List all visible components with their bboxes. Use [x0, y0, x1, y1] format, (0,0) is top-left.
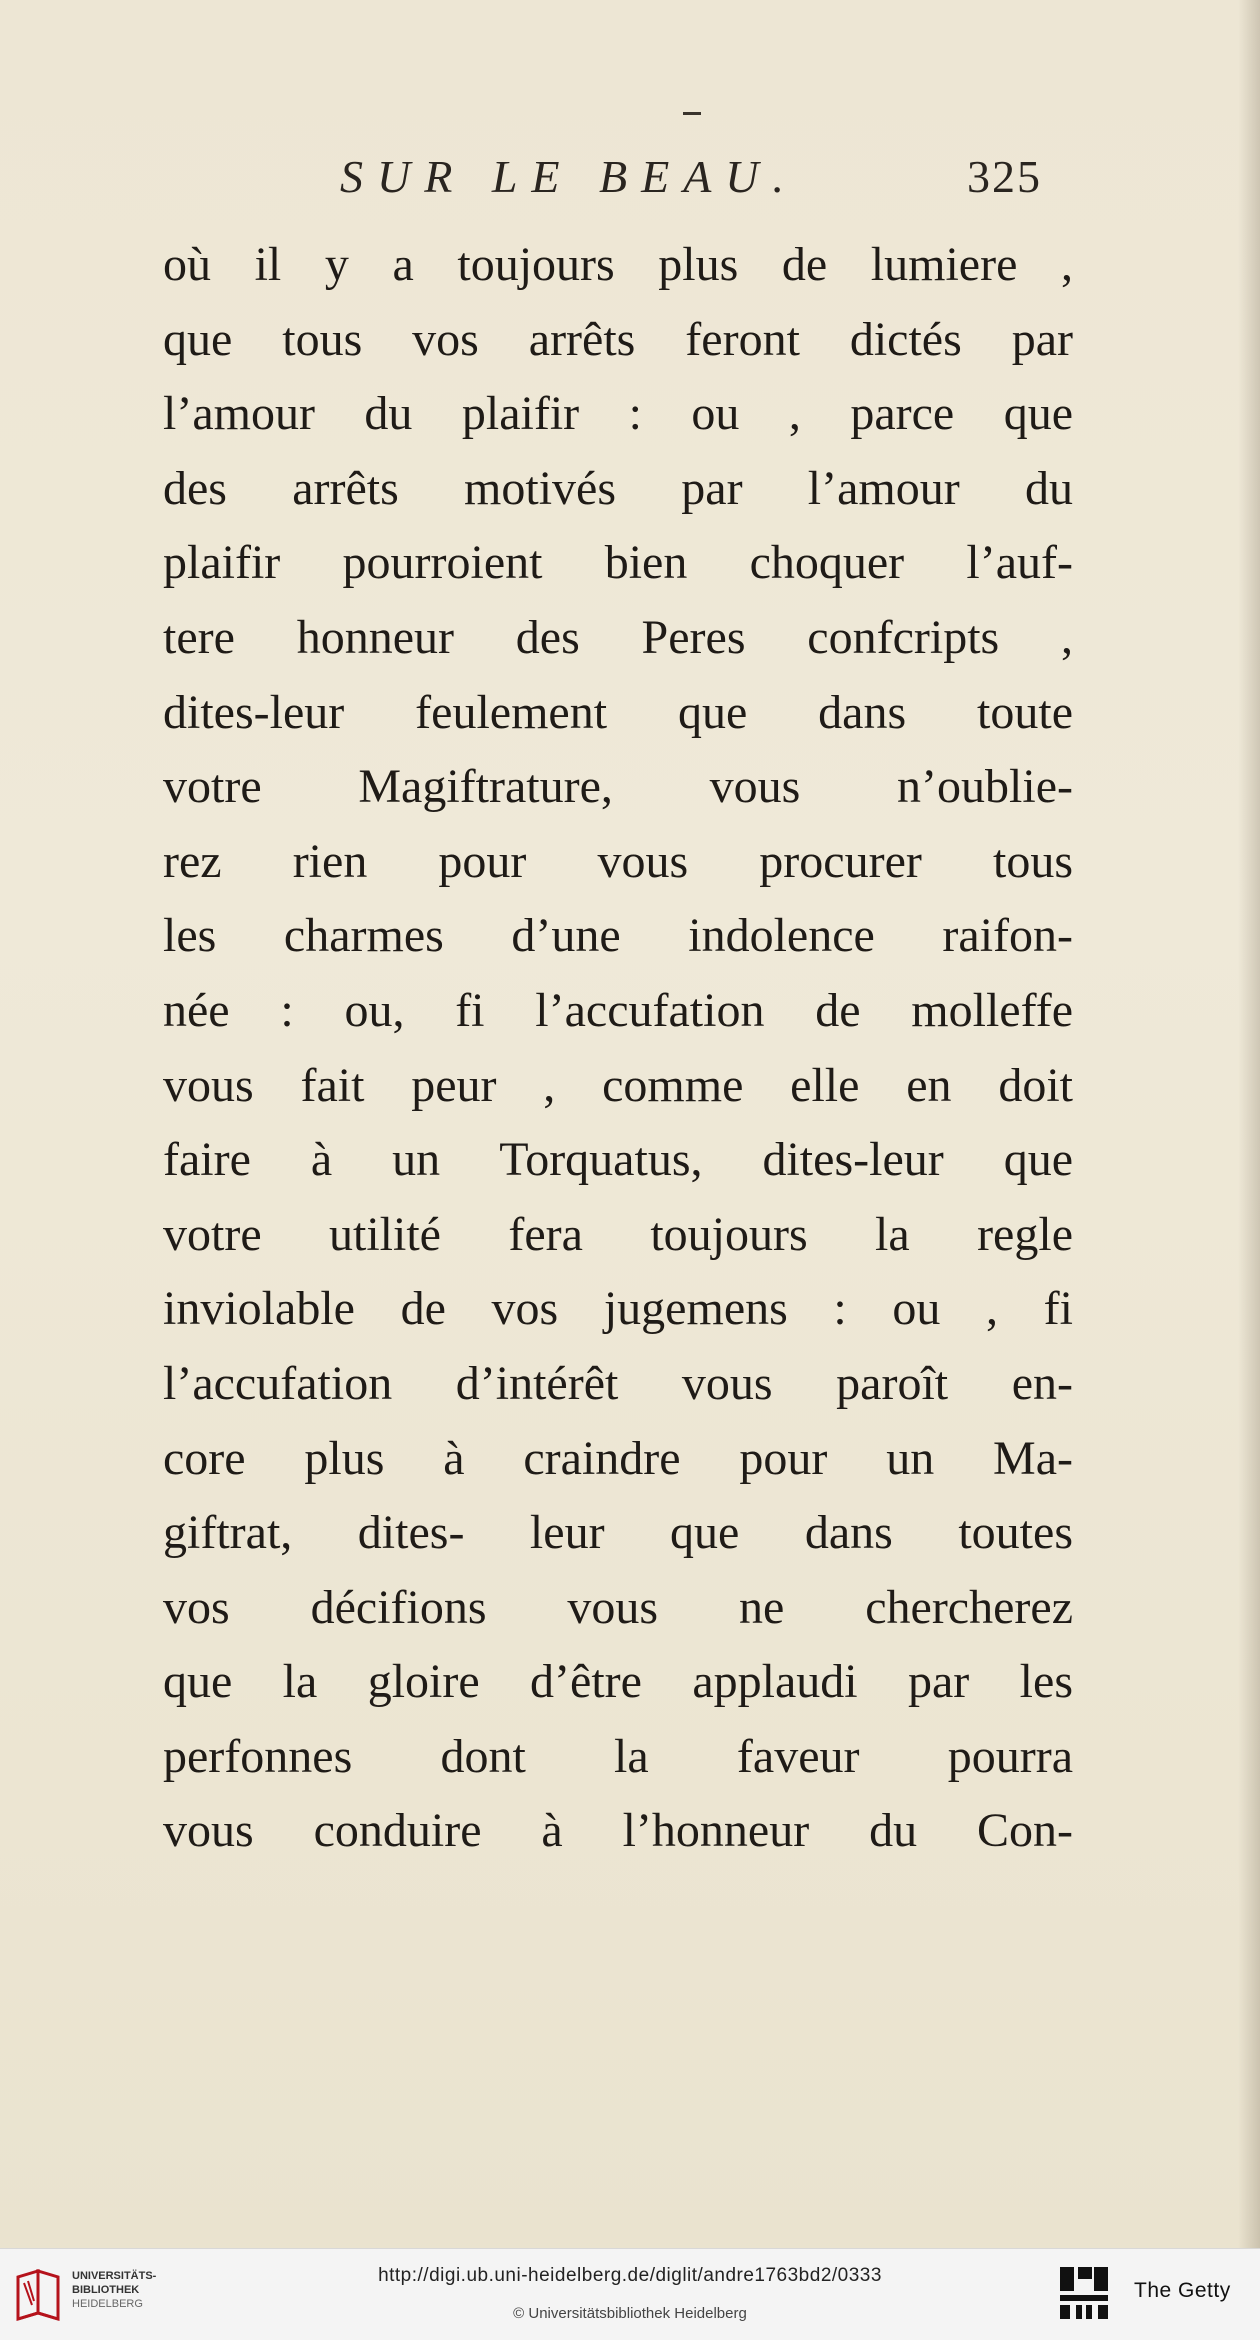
getty-logo[interactable] [1058, 2265, 1254, 2329]
getty-label: The Getty [1134, 2279, 1231, 2302]
library-logo-line2: BIBLIOTHEK [72, 2284, 140, 2296]
text-line: vos décifions vous ne chercherez [163, 1580, 1073, 1634]
text-line: inviolable de vos jugemens : ou , fi [163, 1282, 1073, 1336]
text-line: tere honneur des Peres confcripts , [163, 610, 1073, 664]
text-line: l’amour du plaifir : ou , parce que [163, 387, 1073, 441]
permalink-url[interactable]: http://digi.ub.uni-heidelberg.de/diglit/andre1763bd2/0333 [378, 2265, 882, 2286]
copyright-notice: © Universitätsbibliothek Heidelberg [513, 2305, 747, 2322]
text-line: vous fait peur , comme elle en doit [163, 1058, 1073, 1112]
library-logo-text [72, 2269, 156, 2311]
text-line: plaifir pourroient bien choquer l’auf- [163, 536, 1073, 590]
text-line: les charmes d’une indolence raifon- [163, 909, 1073, 963]
viewer-footer [0, 2248, 1260, 2340]
text-line: votre utilité fera toujours la regle [163, 1207, 1073, 1261]
text-line: giftrat, dites- leur que dans toutes [163, 1506, 1073, 1560]
text-line: rez rien pour vous procurer tous [163, 834, 1073, 888]
text-line: perfonnes dont la faveur pourra [163, 1729, 1073, 1783]
running-title: SUR LE BEAU. [340, 151, 799, 202]
text-line: née : ou, fi l’accufation de molleffe [163, 983, 1073, 1037]
library-logo-line3: HEIDELBERG [72, 2298, 143, 2310]
text-line: core plus à craindre pour un Ma- [163, 1431, 1073, 1485]
getty-logo-icon [1058, 2265, 1110, 2323]
library-logo-icon [14, 2267, 64, 2325]
running-head [340, 150, 1060, 220]
page-edge-shadow [1238, 0, 1260, 2248]
text-line: votre Magiftrature, vous n’oublie- [163, 760, 1073, 814]
body-text [163, 228, 1073, 1869]
text-line: faire à un Torquatus, dites-leur que [163, 1133, 1073, 1187]
page-number: 325 [967, 151, 1042, 202]
text-line: où il y a toujours plus de lumiere , [163, 238, 1073, 291]
top-dash-mark [683, 112, 701, 115]
text-line: des arrêts motivés par l’amour du [163, 461, 1073, 515]
university-library-logo[interactable] [14, 2263, 174, 2327]
text-line: vous conduire à l’honneur du Con- [163, 1804, 1073, 1858]
text-line: que la gloire d’être applaudi par les [163, 1655, 1073, 1709]
text-line: l’accufation d’intérêt vous paroît en- [163, 1356, 1073, 1410]
text-line: que tous vos arrêts feront dictés par [163, 312, 1073, 366]
library-logo-line1: UNIVERSITÄTS- [72, 2270, 157, 2282]
text-line: dites-leur feulement que dans toute [163, 685, 1073, 739]
